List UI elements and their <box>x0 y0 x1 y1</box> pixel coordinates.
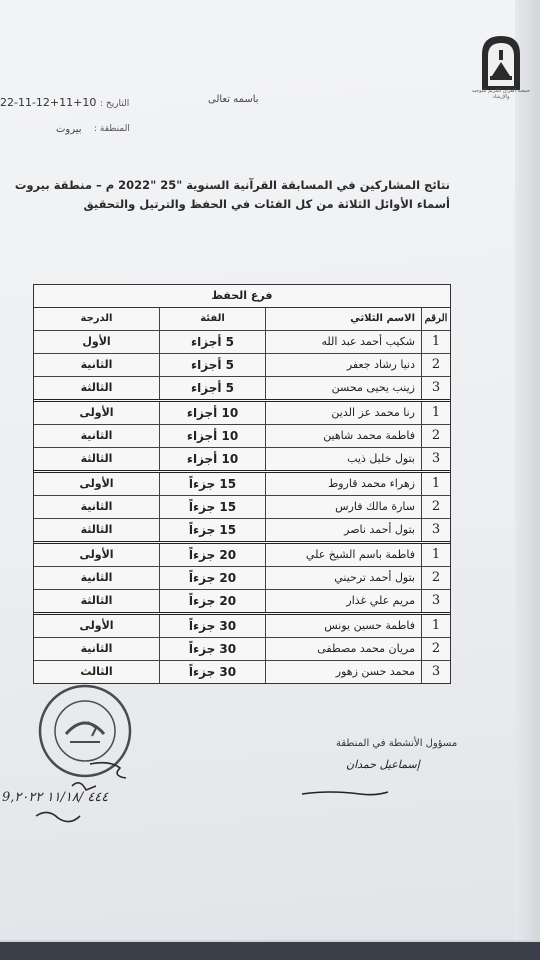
table-row <box>34 590 450 615</box>
cell-number: 3 <box>431 664 441 679</box>
cell-number: 2 <box>431 428 441 443</box>
cell-number: 1 <box>431 405 441 420</box>
cell-category: 10 أجزاء <box>160 425 266 447</box>
cell-number: 3 <box>431 593 441 608</box>
cell-number: 2 <box>431 641 441 656</box>
header-name: الاسم الثلاثي <box>266 308 422 330</box>
table-row <box>34 661 450 683</box>
cell-name: مريم علي غذار <box>266 590 422 612</box>
cell-name: محمد حسن زهور <box>266 661 422 683</box>
cell-name: زهراء محمد قاروط <box>266 473 422 495</box>
official-signature: إسماعيل حمدان <box>346 758 420 771</box>
table-row <box>34 638 450 661</box>
cell-number: 1 <box>431 476 441 491</box>
cell-grade: الثانية <box>34 425 160 447</box>
cell-number: 2 <box>431 570 441 585</box>
logo-caption: جمعية القرآن الكريم للتوجيه والإرشاد <box>471 88 531 100</box>
cell-grade: الثانية <box>34 354 160 376</box>
table-row <box>34 544 450 567</box>
cell-category: 10 أجزاء <box>160 448 266 470</box>
cell-grade: الثانية <box>34 567 160 589</box>
cell-name: بتول خليل ذيب <box>266 448 422 470</box>
cell-name: سارة مالك فارس <box>266 496 422 518</box>
date-label: التاريخ : <box>100 99 130 109</box>
cell-number: 1 <box>431 618 441 633</box>
signature-stroke <box>300 786 390 800</box>
basmala: باسمه تعالى <box>208 94 259 105</box>
page-fold-shadow <box>515 0 540 940</box>
cell-number: 2 <box>431 499 441 514</box>
cell-name: فاطمة محمد شاهين <box>266 425 422 447</box>
table-row <box>34 402 450 425</box>
cell-grade: الثالثة <box>34 519 160 541</box>
cell-category: 30 جزءاً <box>160 615 266 637</box>
handwritten-note: 9,٤٤٤ /١١/١٨ ٢٠٢٢ <box>2 790 109 805</box>
region-value: بيروت <box>56 124 82 135</box>
cell-grade: الثالث <box>34 661 160 683</box>
cell-name: شكيب أحمد عبد الله <box>266 331 422 353</box>
cell-number: 2 <box>431 357 441 372</box>
results-table <box>33 284 451 684</box>
region-label: المنطقة : <box>94 124 130 134</box>
table-row <box>34 331 450 354</box>
cell-grade: الثالثة <box>34 377 160 399</box>
cell-name: دنيا رشاد جعفر <box>266 354 422 376</box>
table-row <box>34 473 450 496</box>
cell-category: 30 جزءاً <box>160 638 266 660</box>
cell-name: مريان محمد مصطفى <box>266 638 422 660</box>
cell-grade: الثانية <box>34 638 160 660</box>
document-subtitle: أسماء الأوائل الثلاثة من كل الفئات في الحفظ والترتيل والتحقيق <box>83 197 450 211</box>
cell-name: بتول أحمد ناصر <box>266 519 422 541</box>
official-title: مسؤول الأنشطة في المنطقة <box>336 738 458 749</box>
cell-category: 20 جزءاً <box>160 567 266 589</box>
cell-grade: الثالثة <box>34 448 160 470</box>
cell-category: 10 أجزاء <box>160 402 266 424</box>
cell-grade: الأولى <box>34 473 160 495</box>
cell-name: بتول أحمد ترحيني <box>266 567 422 589</box>
cell-number: 3 <box>431 522 441 537</box>
table-title: فرع الحفظ <box>34 285 450 308</box>
cell-name: رنا محمد عز الدين <box>266 402 422 424</box>
association-logo <box>478 32 524 94</box>
cell-grade: الأول <box>34 331 160 353</box>
cell-grade: الثانية <box>34 496 160 518</box>
table-row <box>34 519 450 544</box>
table-row <box>34 354 450 377</box>
cell-name: فاطمة حسين يونس <box>266 615 422 637</box>
cell-category: 20 جزءاً <box>160 590 266 612</box>
cell-category: 5 أجزاء <box>160 331 266 353</box>
cell-number: 1 <box>431 334 441 349</box>
cell-category: 15 جزءاً <box>160 473 266 495</box>
header-category: الفئة <box>160 308 266 330</box>
cell-number: 1 <box>431 547 441 562</box>
table-header-row <box>34 308 450 331</box>
header-number: الرقم <box>424 313 448 324</box>
cell-category: 20 جزءاً <box>160 544 266 566</box>
cell-category: 15 جزءاً <box>160 519 266 541</box>
cell-grade: الأولى <box>34 544 160 566</box>
cell-grade: الثالثة <box>34 590 160 612</box>
cell-category: 30 جزءاً <box>160 661 266 683</box>
header-grade: الدرجة <box>34 308 160 330</box>
cell-category: 5 أجزاء <box>160 354 266 376</box>
table-row <box>34 567 450 590</box>
cell-grade: الأولى <box>34 615 160 637</box>
cell-grade: الأولى <box>34 402 160 424</box>
cell-number: 3 <box>431 451 441 466</box>
document-title: نتائج المشاركين في المسابقة القرآنية السنوية "25 "2022 م – منطقة بيروت <box>14 178 450 192</box>
cell-name: فاطمة باسم الشيخ علي <box>266 544 422 566</box>
table-row <box>34 615 450 638</box>
cell-number: 3 <box>431 380 441 395</box>
date-value: 22-11-12+11+10 <box>0 96 97 109</box>
table-row <box>34 448 450 473</box>
cell-category: 15 جزءاً <box>160 496 266 518</box>
cell-name: زينب يحيى محسن <box>266 377 422 399</box>
table-row <box>34 377 450 402</box>
table-row <box>34 496 450 519</box>
table-row <box>34 425 450 448</box>
cell-category: 5 أجزاء <box>160 377 266 399</box>
